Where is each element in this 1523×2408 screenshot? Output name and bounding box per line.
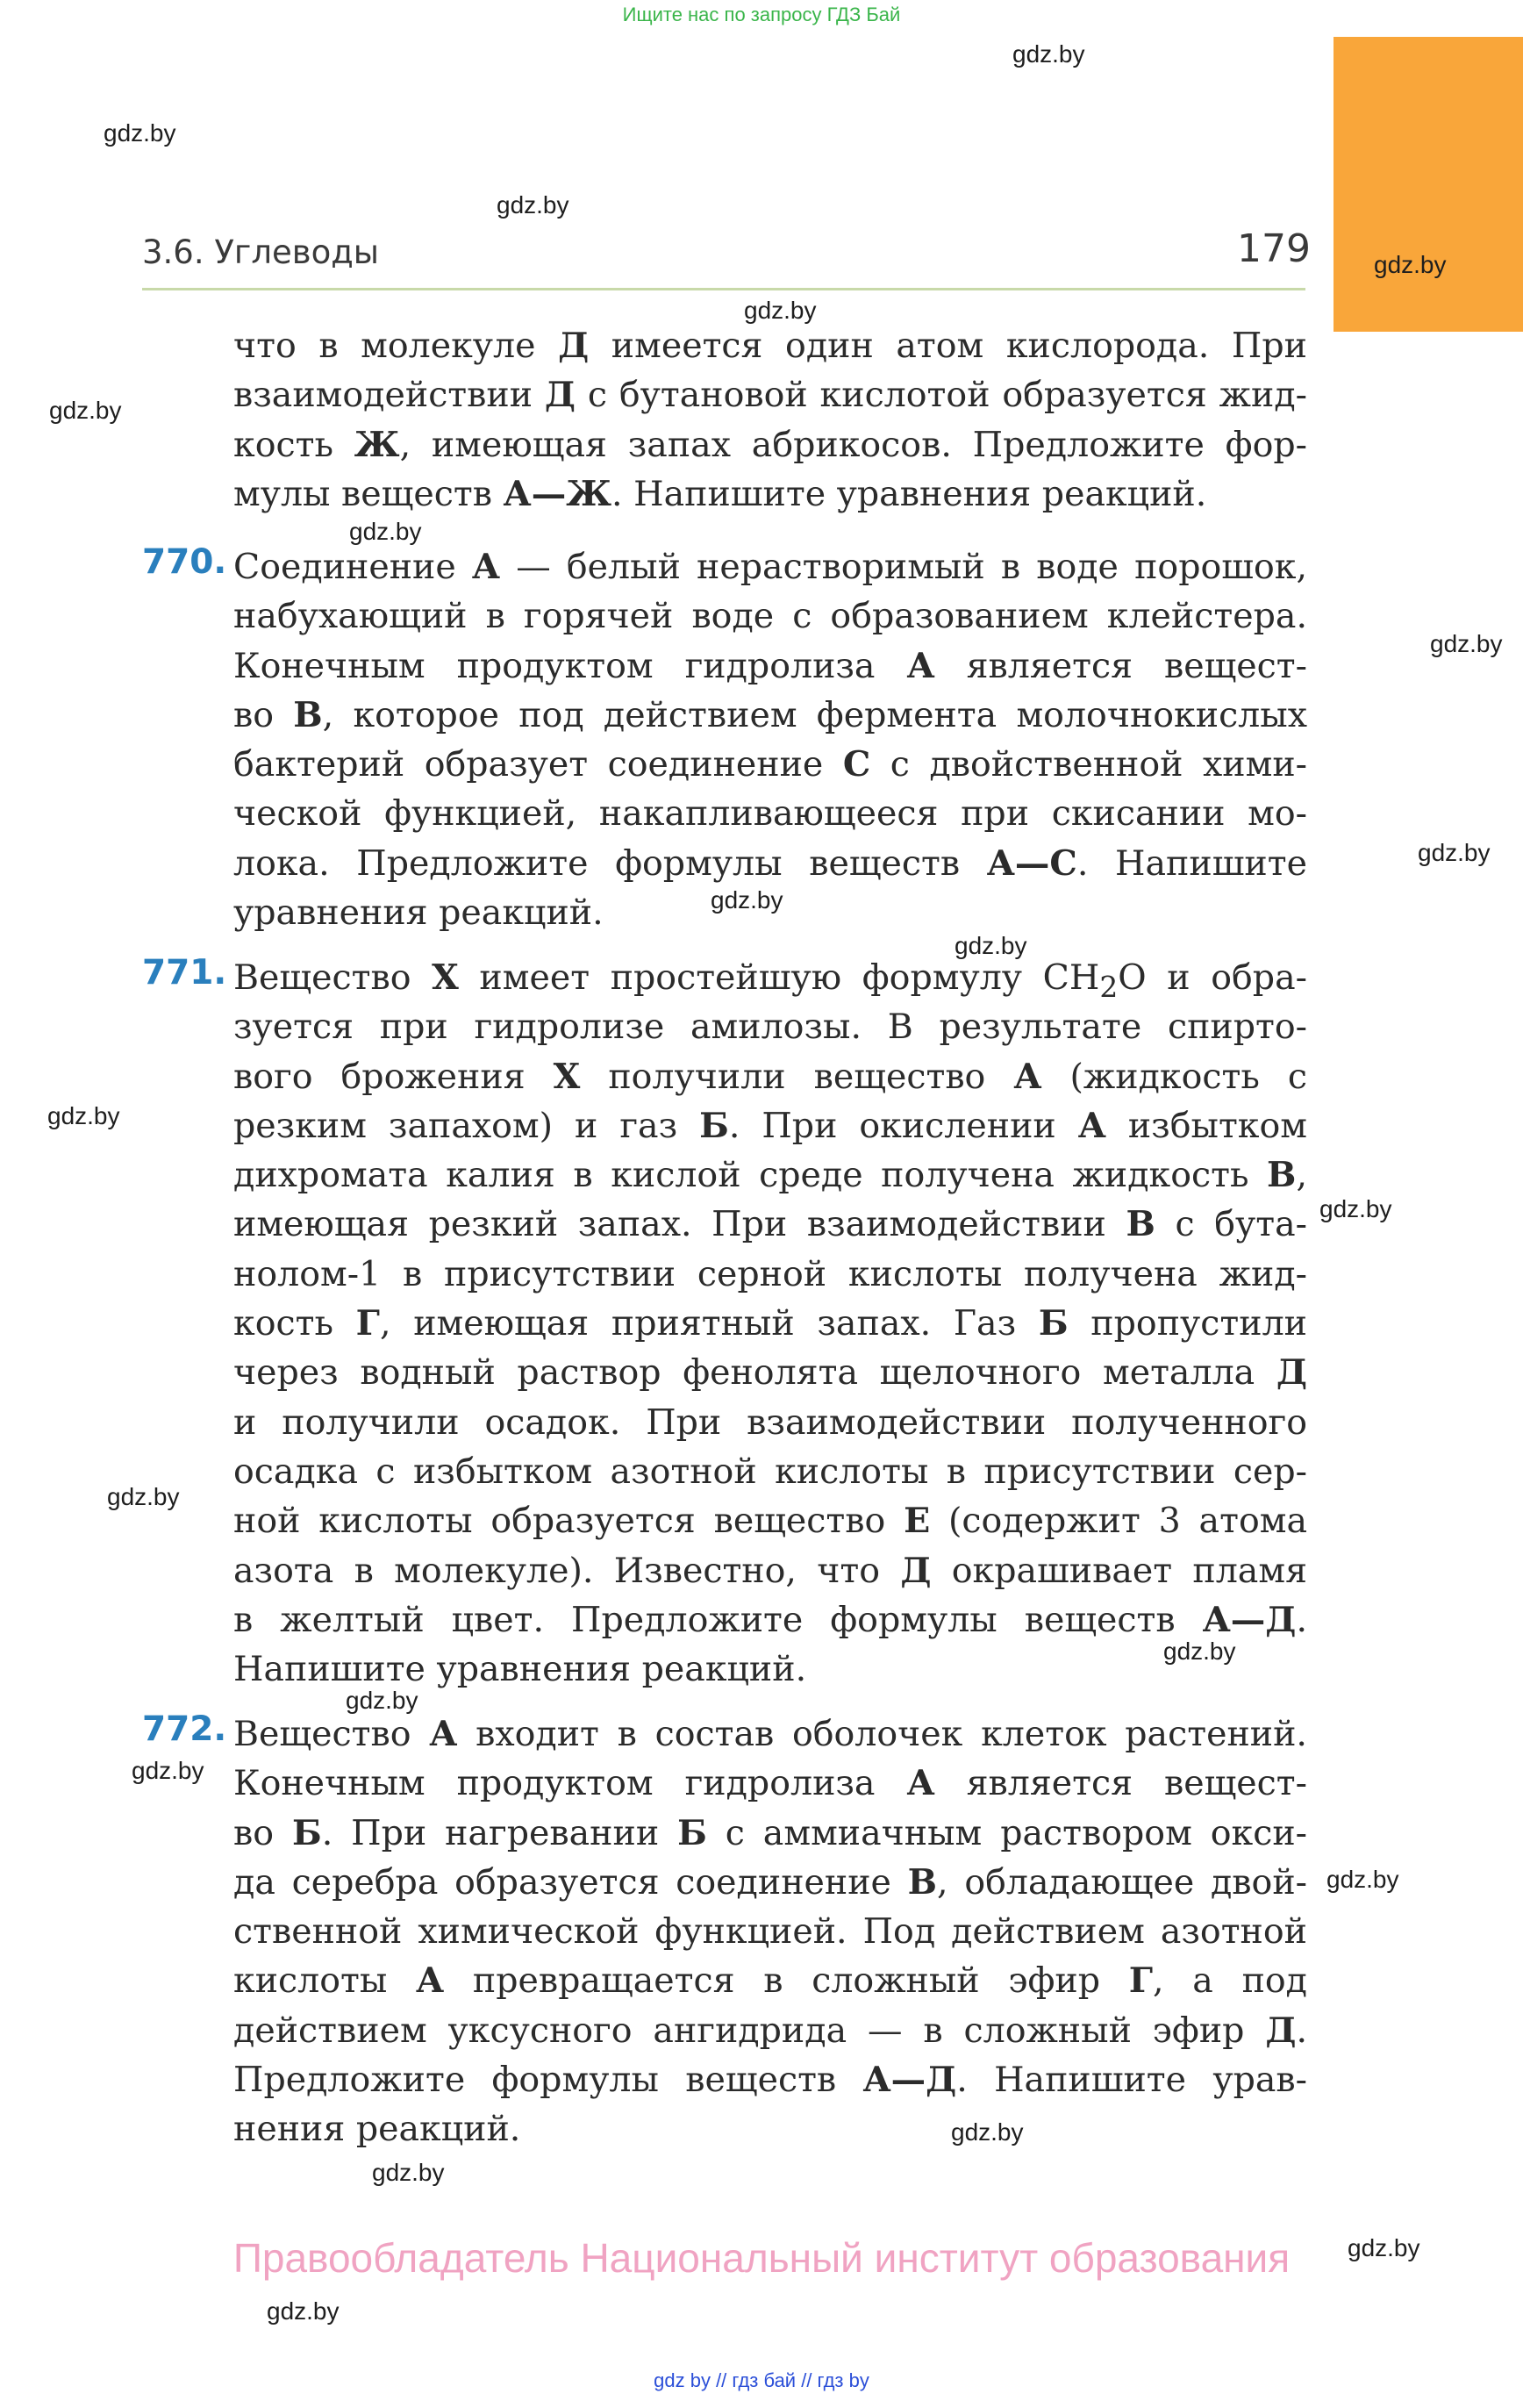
text-line: [233, 1907, 1307, 1956]
text-run: , имеющая приятный запах. Газ: [379, 1303, 1039, 1344]
text-line: [233, 1447, 1307, 1496]
bottom-links[interactable]: gdz by // гдз бай // гдз by: [654, 2369, 869, 2391]
watermark: gdz.by: [49, 397, 122, 424]
continuation-text: [233, 321, 1307, 519]
text-run: , обладающее двой-: [937, 1861, 1307, 1903]
text-run: дихромата калия в кислой среде получена жидкость: [233, 1155, 1268, 1196]
bold-label: Б: [677, 1812, 707, 1853]
text-run: является вещест-: [934, 1763, 1308, 1804]
text-line: [233, 591, 1307, 641]
problem-number: 772.: [142, 1709, 227, 1749]
text-line: [233, 1398, 1307, 1447]
text-run: действием уксусного ангидрида — в сложный эфир: [233, 2010, 1266, 2051]
text-run: Вещество: [233, 957, 433, 998]
bold-label: Д: [1276, 1352, 1307, 1394]
watermark: gdz.by: [1012, 40, 1085, 68]
bold-label: А: [1013, 1056, 1042, 1097]
bold-label: А: [429, 1714, 458, 1754]
text-line: [233, 370, 1307, 419]
bold-label: Г: [355, 1303, 380, 1344]
text-run: . При окислении: [728, 1105, 1078, 1146]
text-run: избытком: [1105, 1105, 1307, 1146]
watermark: gdz.by: [267, 2297, 340, 2325]
text-run: . Напишите уравнения реакций.: [611, 473, 1207, 514]
watermark: gdz.by: [107, 1483, 180, 1510]
text-run: Конечным продуктом гидролиза: [233, 645, 907, 686]
bold-label: В: [1267, 1155, 1297, 1196]
bold-label: А: [906, 645, 935, 686]
watermark: gdz.by: [372, 2159, 445, 2186]
bold-label: Д: [900, 1550, 932, 1591]
text-run: кость: [233, 1303, 356, 1344]
bold-label: Х: [553, 1056, 581, 1097]
text-line: [233, 1299, 1307, 1348]
bold-label: Д: [1265, 2010, 1297, 2051]
watermark: gdz.by: [47, 1102, 120, 1129]
bold-label: Г: [1128, 1960, 1154, 2002]
text-run: и получили осадок. При взаимодействии полученного: [233, 1401, 1307, 1443]
problem-770-text: [233, 542, 1307, 937]
text-run: является вещест-: [934, 645, 1308, 686]
text-run: . При нагревании: [321, 1812, 678, 1853]
watermark: gdz.by: [1430, 630, 1503, 657]
text-run: резким запахом) и газ: [233, 1105, 700, 1146]
text-run: с бута-: [1155, 1204, 1307, 1245]
bold-label: Б: [1038, 1303, 1069, 1344]
text-line: [233, 691, 1307, 740]
page-corner-tab: [1334, 37, 1523, 332]
watermark: gdz.by: [349, 518, 422, 545]
text-line: [233, 839, 1307, 888]
page-number: 179: [1237, 226, 1311, 271]
text-line: [233, 1052, 1307, 1101]
text-run: осадка с избытком азотной кислоты в присутствии сер-: [233, 1451, 1307, 1492]
text-line: [233, 1250, 1307, 1299]
watermark: gdz.by: [955, 932, 1027, 959]
text-run: (содержит 3 атома: [930, 1501, 1307, 1542]
text-line: [233, 1200, 1307, 1249]
text-line: [233, 641, 1307, 691]
text-run: бактерий образует соединение: [233, 744, 843, 785]
problem-number: 770.: [142, 542, 227, 582]
text-run: лока. Предложите формулы веществ: [233, 842, 987, 884]
text-run: Вещество: [233, 1714, 430, 1754]
text-run: кислоты: [233, 1960, 417, 2002]
subscript: 2: [1099, 969, 1119, 1004]
text-run: через водный раствор фенолята щелочного металла: [233, 1352, 1276, 1394]
text-line: [233, 1348, 1307, 1397]
text-line: [233, 789, 1307, 838]
text-line: [233, 1709, 1307, 1759]
text-run: окрашивает пламя: [931, 1550, 1308, 1591]
bold-label: А—Д: [862, 2060, 957, 2101]
text-run: нолом-1 в присутствии серной кислоты получена жид-: [233, 1253, 1307, 1294]
text-run: Конечным продуктом гидролиза: [233, 1763, 907, 1804]
bold-label: Б: [291, 1812, 322, 1853]
text-run: .: [1296, 2010, 1307, 2051]
bold-label: А—Ж: [503, 473, 612, 514]
bold-label: Б: [699, 1105, 729, 1146]
text-run: набухающий в горячей воде с образованием клейстера.: [233, 596, 1307, 637]
bold-label: А—С: [986, 842, 1077, 884]
text-line: [233, 1150, 1307, 1200]
watermark: gdz.by: [711, 886, 783, 914]
text-line: [233, 469, 1307, 519]
watermark: gdz.by: [132, 1757, 204, 1784]
watermark: gdz.by: [346, 1687, 418, 1714]
text-run: имеется один атом кислорода. При: [589, 326, 1307, 366]
text-run: вого брожения: [233, 1056, 554, 1097]
text-line: [233, 1858, 1307, 1907]
text-run: во: [233, 694, 294, 735]
text-line: [233, 1595, 1307, 1645]
text-run: , а под: [1153, 1960, 1307, 2002]
bold-label: А—Д: [1202, 1599, 1297, 1640]
problem-771-text: [233, 953, 1307, 1694]
text-run: Напишите уравнения реакций.: [233, 1649, 807, 1690]
text-run: входит в состав оболочек клеток растений.: [457, 1714, 1307, 1754]
text-run: — белый нерастворимый в воде порошок,: [500, 547, 1308, 587]
watermark: gdz.by: [104, 119, 176, 147]
text-run: .: [1296, 1599, 1307, 1640]
text-line: [233, 1645, 1307, 1694]
text-run: Соединение: [233, 547, 472, 587]
bold-label: Е: [904, 1501, 931, 1542]
text-run: во: [233, 1812, 292, 1853]
text-line: [233, 2055, 1307, 2104]
text-run: азота в молекуле). Известно, что: [233, 1550, 901, 1591]
bold-label: Д: [544, 375, 576, 416]
text-line: [233, 740, 1307, 789]
rights-holder-notice: Правообладатель Национальный институт образования: [232, 2235, 1291, 2281]
problem-number: 771.: [142, 953, 227, 993]
bold-label: А: [1077, 1105, 1106, 1146]
text-line: [233, 321, 1307, 370]
text-line: [233, 2104, 1307, 2154]
text-line: [233, 1002, 1307, 1051]
text-run: имеющая резкий запах. При взаимодействии: [233, 1204, 1126, 1245]
text-run: ственной химической функцией. Под действием азотной: [233, 1911, 1307, 1953]
text-run: мулы веществ: [233, 473, 504, 514]
bold-label: Д: [558, 326, 590, 366]
text-run: . Напишите: [1076, 842, 1307, 884]
text-line: [233, 888, 1307, 937]
text-run: нения реакций.: [233, 2109, 521, 2150]
bold-label: В: [1126, 1204, 1155, 1245]
text-run: , имеющая запах абрикосов. Предложите фор-: [399, 424, 1307, 465]
text-run: ,: [1296, 1155, 1307, 1196]
text-run: в желтый цвет. Предложите формулы веществ: [233, 1599, 1203, 1640]
text-run: O и обра-: [1118, 957, 1307, 998]
watermark: gdz.by: [497, 191, 569, 219]
text-run: с аммиачным раствором окси-: [706, 1812, 1307, 1853]
top-banner[interactable]: Ищите нас по запросу ГДЗ Бай: [622, 4, 901, 25]
text-line: [233, 542, 1307, 591]
watermark: gdz.by: [1163, 1638, 1236, 1665]
bold-label: Х: [432, 957, 459, 998]
text-run: , которое под действием фермента молочнокислых: [322, 694, 1307, 735]
text-run: пропустили: [1068, 1303, 1307, 1344]
bold-label: Ж: [354, 424, 400, 465]
text-run: кость: [233, 424, 354, 465]
text-run: получили вещество: [580, 1056, 1014, 1097]
text-run: превращается в сложный эфир: [444, 1960, 1129, 2002]
text-run: да серебра образуется соединение: [233, 1861, 908, 1903]
watermark: gdz.by: [744, 297, 817, 324]
bold-label: А: [906, 1763, 935, 1804]
text-run: с двойственной хими-: [870, 744, 1307, 785]
text-run: имеет простейшую формулу CH: [458, 957, 1100, 998]
text-run: ной кислоты образуется вещество: [233, 1501, 905, 1542]
watermark: gdz.by: [1319, 1195, 1392, 1222]
watermark: gdz.by: [1418, 839, 1491, 866]
section-title: 3.6. Углеводы: [142, 233, 380, 271]
bold-label: В: [293, 694, 323, 735]
text-line: [233, 420, 1307, 469]
text-line: [233, 1496, 1307, 1545]
bold-label: В: [907, 1861, 938, 1903]
text-run: уравнения реакций.: [233, 892, 604, 934]
bold-label: А: [416, 1960, 445, 2002]
text-run: Предложите формулы веществ: [233, 2060, 863, 2101]
watermark: gdz.by: [1374, 251, 1447, 278]
text-line: [233, 2006, 1307, 2055]
text-run: . Напишите урав-: [956, 2060, 1307, 2101]
text-run: с бутановой кислотой образуется жид-: [576, 375, 1307, 416]
watermark: gdz.by: [951, 2118, 1024, 2146]
text-line: [233, 1101, 1307, 1150]
bold-label: А: [471, 547, 501, 587]
problem-772-text: [233, 1709, 1307, 2154]
watermark: gdz.by: [1348, 2234, 1420, 2261]
text-run: ческой функцией, накапливающееся при скисании мо-: [233, 793, 1307, 835]
text-run: (жидкость с: [1041, 1056, 1307, 1097]
text-line: [233, 953, 1307, 1002]
text-run: зуется при гидролизе амилозы. В результате спирто-: [233, 1007, 1307, 1048]
text-line: [233, 1759, 1307, 1808]
header-divider: [142, 288, 1305, 290]
text-line: [233, 1546, 1307, 1595]
text-line: [233, 1809, 1307, 1858]
watermark: gdz.by: [1326, 1866, 1399, 1893]
bold-label: С: [842, 744, 871, 785]
text-line: [233, 1956, 1307, 2005]
text-run: что в молекуле: [233, 326, 559, 366]
text-run: взаимодействии: [233, 375, 545, 416]
